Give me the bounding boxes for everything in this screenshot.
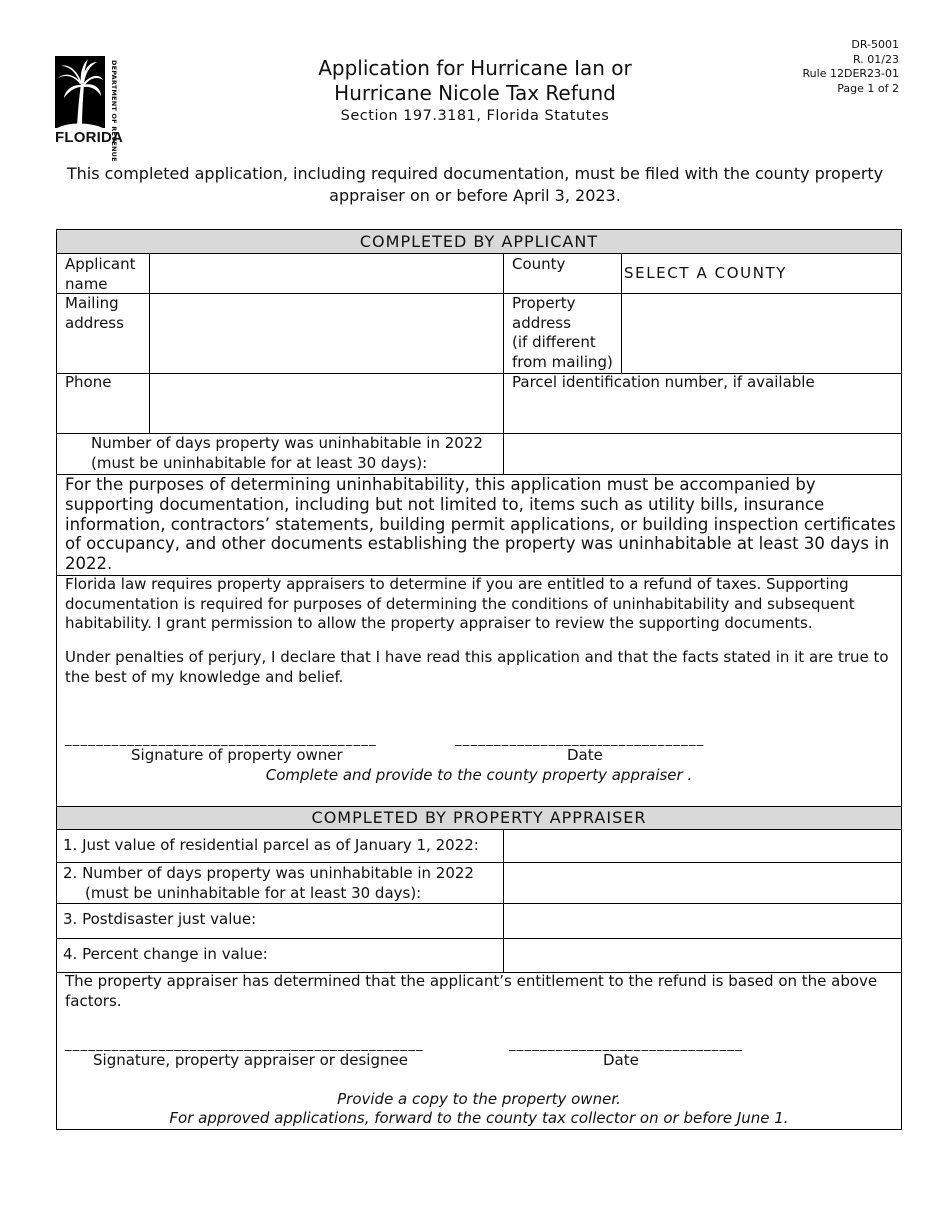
postdisaster-value-input[interactable] — [505, 905, 899, 936]
owner-signature-label: Signature of property owner — [131, 746, 343, 764]
applicant-section-header: COMPLETED BY APPLICANT — [57, 230, 901, 253]
appraiser-date-label: Date — [603, 1051, 639, 1069]
mailing-address-input[interactable] — [151, 295, 501, 371]
postdisaster-value-label: 3. Postdisaster just value: — [63, 910, 257, 928]
perjury-declaration: Under penalties of perjury, I declare that I have read this application and that the facts stated in it are true to the best of my knowledge and belief. — [65, 648, 889, 686]
appraiser-section-header: COMPLETED BY PROPERTY APPRAISER — [57, 807, 901, 829]
county-label: County — [512, 255, 566, 273]
copy-to-owner-note: Provide a copy to the property owner. — [337, 1090, 621, 1108]
percent-change-input[interactable] — [505, 940, 899, 970]
forward-to-tax-collector-note: For approved applications, forward to the county tax collector on or before June 1. — [169, 1109, 789, 1127]
florida-law-statement: Florida law requires property appraisers to determine if you are entitled to a refund of taxes. Supporting documentation is required for purposes of determining the conditions of uninhabitability and subsequent habitability. I grant permission to allow the property appraiser to review the supporting documents. — [65, 575, 855, 632]
county-select[interactable]: SELECT A COUNTY — [624, 264, 788, 282]
form-title-line-2: Hurricane Nicole Tax Refund — [334, 81, 616, 105]
form-table — [56, 229, 902, 1130]
appraiser-determination: The property appraiser has determined that the applicant’s entitlement to the refund is based on the above factors. — [65, 972, 878, 1010]
provide-to-appraiser-note: Complete and provide to the county property appraiser . — [265, 766, 693, 784]
phone-label: Phone — [65, 373, 112, 391]
owner-date-label: Date — [567, 746, 603, 764]
just-value-input[interactable] — [505, 831, 899, 860]
applicant-name-input[interactable] — [151, 255, 501, 292]
appraiser-date-line[interactable]: ______________________________ — [509, 1037, 743, 1052]
form-title-line-1: Application for Hurricane Ian or — [318, 56, 632, 80]
form-title-block — [250, 56, 700, 126]
documentation-requirement: For the purposes of determining uninhabitability, this application must be accompanied by supporting documentation, including but not limited to, items such as utility bills, insurance information, contractors’ statements, building permit applications, or building inspection certificates of occupancy, and other documents establishing the property was uninhabitable at least 30 days in 2022. — [65, 475, 896, 574]
days-uninhabitable-input[interactable] — [505, 435, 899, 472]
days-uninhabitable-label: Number of days property was uninhabitable in 2022 (must be uninhabitable for at least 30 days): — [91, 434, 483, 472]
property-address-input[interactable] — [623, 295, 899, 371]
appraiser-days-label: 2. Number of days property was uninhabitable in 2022 (must be uninhabitable for at least 30 days): — [63, 864, 474, 902]
applicant-name-label: Applicant name — [65, 255, 136, 293]
mailing-address-label: Mailing address — [65, 294, 124, 332]
form-rule: Rule 12DER23-01 — [802, 67, 899, 80]
filing-notice: This completed application, including required documentation, must be filed with the county property appraiser on or before April 3, 2023. — [66, 164, 884, 205]
appraiser-days-input[interactable] — [505, 864, 899, 901]
percent-change-label: 4. Percent change in value: — [63, 945, 268, 963]
appraiser-signature-label: Signature, property appraiser or designee — [93, 1051, 408, 1069]
page-number: Page 1 of 2 — [837, 81, 899, 95]
owner-date-line[interactable]: ________________________________ — [455, 732, 705, 747]
parcel-id-input[interactable] — [505, 395, 899, 431]
owner-signature-line[interactable]: ________________________________________ — [65, 732, 377, 747]
just-value-label: 1. Just value of residential parcel as of January 1, 2022: — [63, 836, 479, 854]
statute-reference: Section 197.3181, Florida Statutes — [340, 108, 610, 124]
phone-input[interactable] — [151, 375, 501, 431]
property-address-label: Property address (if different from mailing) — [512, 294, 613, 371]
appraiser-signature-line[interactable]: ______________________________________________ — [65, 1037, 424, 1052]
department-of-revenue-mark: DEPARTMENT OF REVENUE — [110, 60, 118, 162]
form-revision: R. 01/23 — [853, 52, 899, 66]
form-identifier — [803, 38, 899, 96]
form-number: DR-5001 — [851, 38, 899, 51]
parcel-id-label: Parcel identification number, if available — [512, 373, 815, 391]
florida-wordmark: FLORIDA — [55, 129, 124, 146]
